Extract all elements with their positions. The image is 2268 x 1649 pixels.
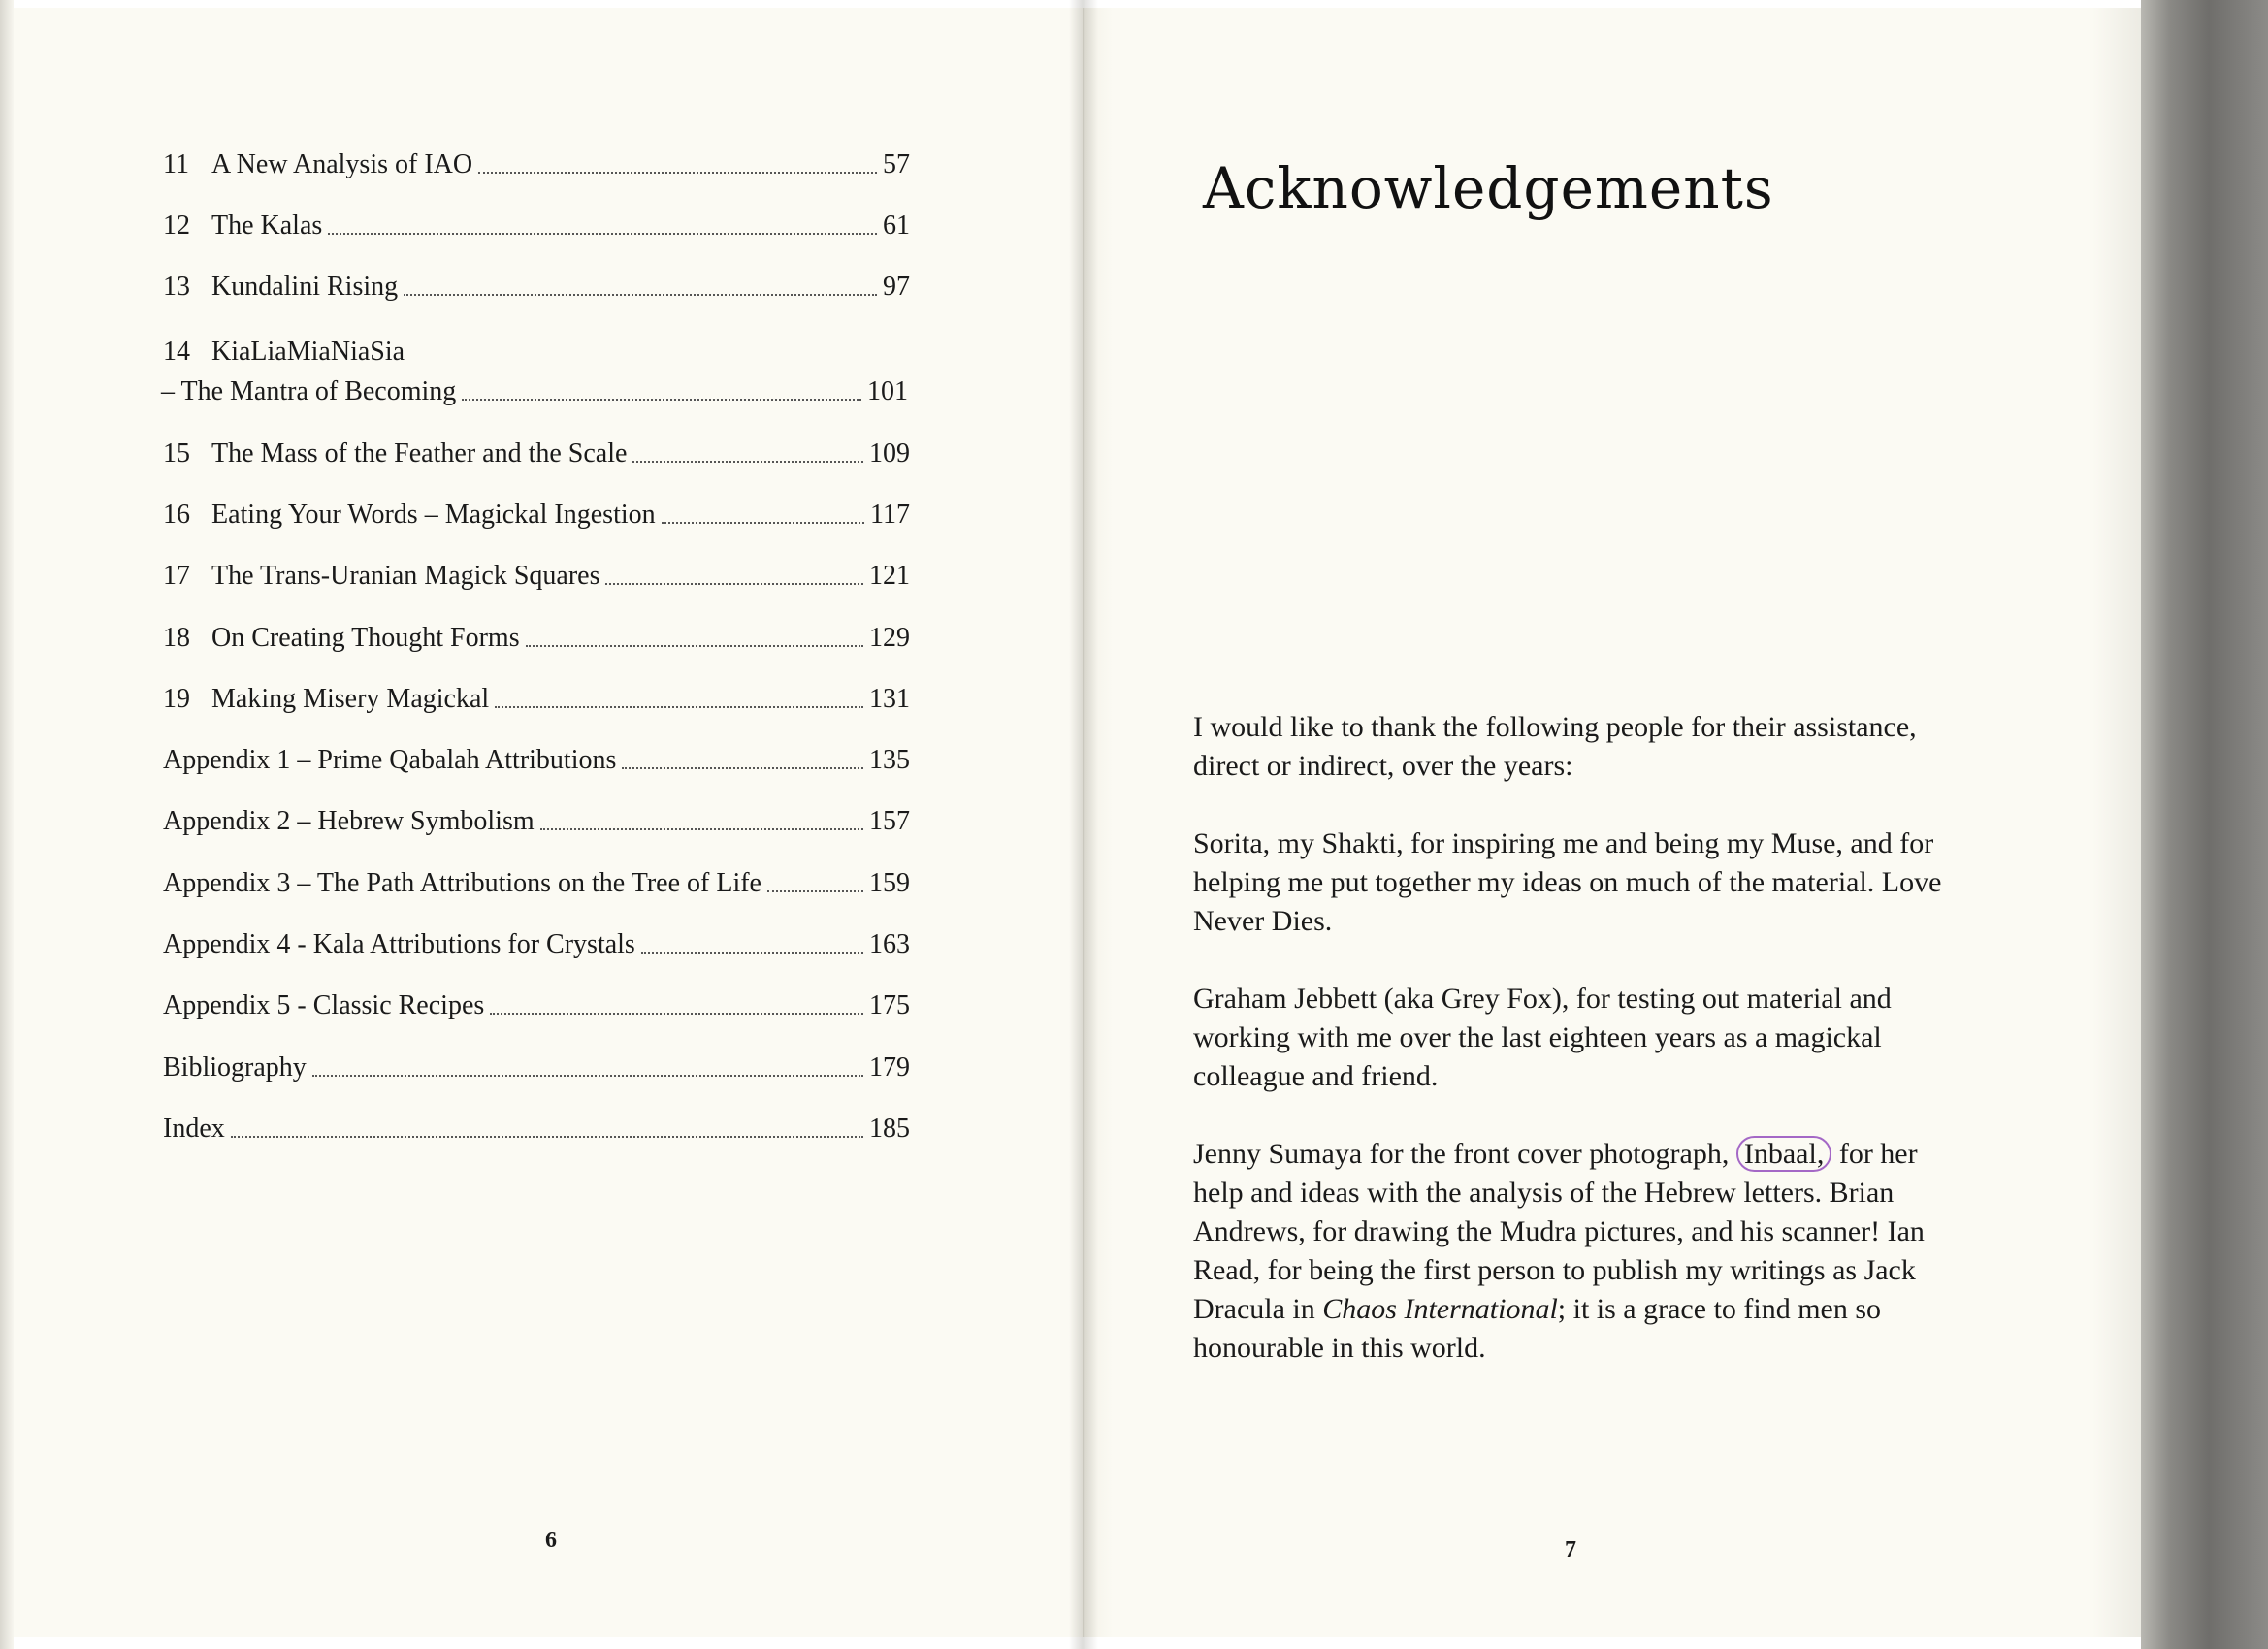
paragraph: I would like to thank the following people for their assistance, direct or indirect, over the years:	[1193, 711, 1917, 782]
toc-row	[163, 496, 910, 534]
toc-page: 109	[869, 438, 910, 469]
toc-leader	[462, 399, 861, 401]
toc-row	[163, 146, 910, 184]
page-number: 6	[545, 1528, 557, 1553]
toc-title: Eating Your Words – Magickal Ingestion	[211, 500, 656, 530]
toc-row	[163, 680, 910, 719]
toc-row	[163, 741, 910, 780]
toc-leader	[641, 952, 863, 954]
toc-number: 12	[163, 210, 190, 241]
scanner-shadow	[2141, 0, 2268, 1649]
toc-page: 135	[869, 745, 910, 775]
toc-page: 131	[869, 684, 910, 714]
toc-page: 175	[869, 990, 910, 1020]
toc-leader	[478, 172, 877, 174]
toc-number: 17	[163, 561, 190, 591]
toc-leader	[495, 706, 863, 708]
toc-title: Bibliography	[163, 1052, 307, 1083]
toc-leader	[622, 767, 863, 769]
toc-page: 121	[869, 561, 910, 591]
toc-row	[163, 1110, 910, 1148]
toc-leader	[312, 1075, 863, 1077]
toc-title: A New Analysis of IAO	[211, 149, 473, 179]
toc-page: 97	[883, 272, 910, 302]
toc-row	[163, 268, 910, 307]
left-page-edge	[0, 0, 14, 1649]
toc-leader	[632, 461, 863, 463]
toc-title: Index	[163, 1114, 225, 1144]
toc-title-line1: KiaLiaMiaNiaSia	[211, 337, 405, 367]
toc-leader	[662, 522, 864, 524]
toc-row	[163, 207, 910, 245]
page-number: 7	[1565, 1537, 1576, 1563]
toc-title: Appendix 4 - Kala Attributions for Crystals	[163, 929, 635, 959]
toc-title: Kundalini Rising	[211, 272, 399, 302]
acknowledgements-text	[1193, 708, 1969, 1406]
toc-row	[163, 557, 910, 596]
book-gutter	[1069, 0, 1098, 1649]
text-run: for her help and ideas with the analysis of the Hebrew letters. Brian Andrews, for drawing the Mudra pictures, and his scanner! Ian Read, for being the first person to publish my writings as Jack Dracula in	[1193, 1138, 1925, 1325]
toc-leader	[540, 828, 863, 830]
toc-title: Appendix 2 – Hebrew Symbolism	[163, 806, 535, 836]
italic-title: Chaos International	[1322, 1293, 1558, 1325]
toc-page: 101	[867, 376, 908, 406]
toc-leader	[490, 1013, 863, 1015]
toc-title: On Creating Thought Forms	[211, 623, 520, 653]
toc-page: 57	[883, 149, 910, 179]
toc-title: Appendix 3 – The Path Attributions on the Tree of Life	[163, 868, 761, 898]
toc-page: 157	[869, 806, 910, 836]
toc-row	[163, 619, 910, 658]
toc-row	[163, 986, 910, 1025]
toc-page: 185	[869, 1114, 910, 1144]
toc-row	[163, 435, 910, 473]
toc-row	[163, 802, 910, 841]
toc-title: – The Mantra of Becoming	[161, 376, 457, 406]
toc-number: 19	[163, 684, 190, 714]
toc-row	[163, 1049, 910, 1087]
toc-leader	[526, 645, 863, 647]
toc-number: 16	[163, 500, 190, 530]
toc-row	[163, 925, 910, 964]
toc-page: 129	[869, 623, 910, 653]
toc-row	[161, 372, 908, 411]
toc-number: 15	[163, 438, 190, 469]
page-title: Acknowledgements	[1203, 155, 1774, 221]
toc-page: 117	[870, 500, 910, 530]
toc-leader	[328, 233, 877, 235]
toc-number: 11	[163, 149, 189, 179]
toc-page: 61	[883, 210, 910, 241]
toc-page: 159	[869, 868, 910, 898]
text-run: ; it is a grace to find men so honourable in this world.	[1193, 1293, 1882, 1364]
toc-leader	[404, 294, 877, 296]
toc-row-line1	[163, 333, 405, 372]
toc-page: 163	[869, 929, 910, 959]
toc-leader	[231, 1136, 863, 1138]
toc-number: 14	[163, 337, 190, 367]
toc-title: Appendix 5 - Classic Recipes	[163, 990, 485, 1020]
text-run: Jenny Sumaya for the front cover photograph,	[1193, 1138, 1730, 1170]
toc-leader	[767, 890, 863, 892]
toc-number: 13	[163, 272, 190, 302]
toc-title: The Trans-Uranian Magick Squares	[211, 561, 600, 591]
paragraph: Graham Jebbett (aka Grey Fox), for testing out material and working with me over the last eighteen years as a magickal colleague and friend.	[1193, 983, 1892, 1092]
toc-row	[163, 864, 910, 903]
toc-title: The Mass of the Feather and the Scale	[211, 438, 628, 469]
circled-name-mark: Inbaal,	[1736, 1136, 1831, 1172]
toc-title: Appendix 1 – Prime Qabalah Attributions	[163, 745, 617, 775]
paragraph: Sorita, my Shakti, for inspiring me and being my Muse, and for helping me put together my ideas on much of the material. Love Never Dies.	[1193, 827, 1942, 937]
paragraph	[1193, 1135, 1969, 1368]
toc-title: The Kalas	[211, 210, 323, 241]
toc-number: 18	[163, 623, 190, 653]
toc-title: Making Misery Magickal	[211, 684, 490, 714]
toc-leader	[605, 583, 863, 585]
toc-page: 179	[869, 1052, 910, 1083]
